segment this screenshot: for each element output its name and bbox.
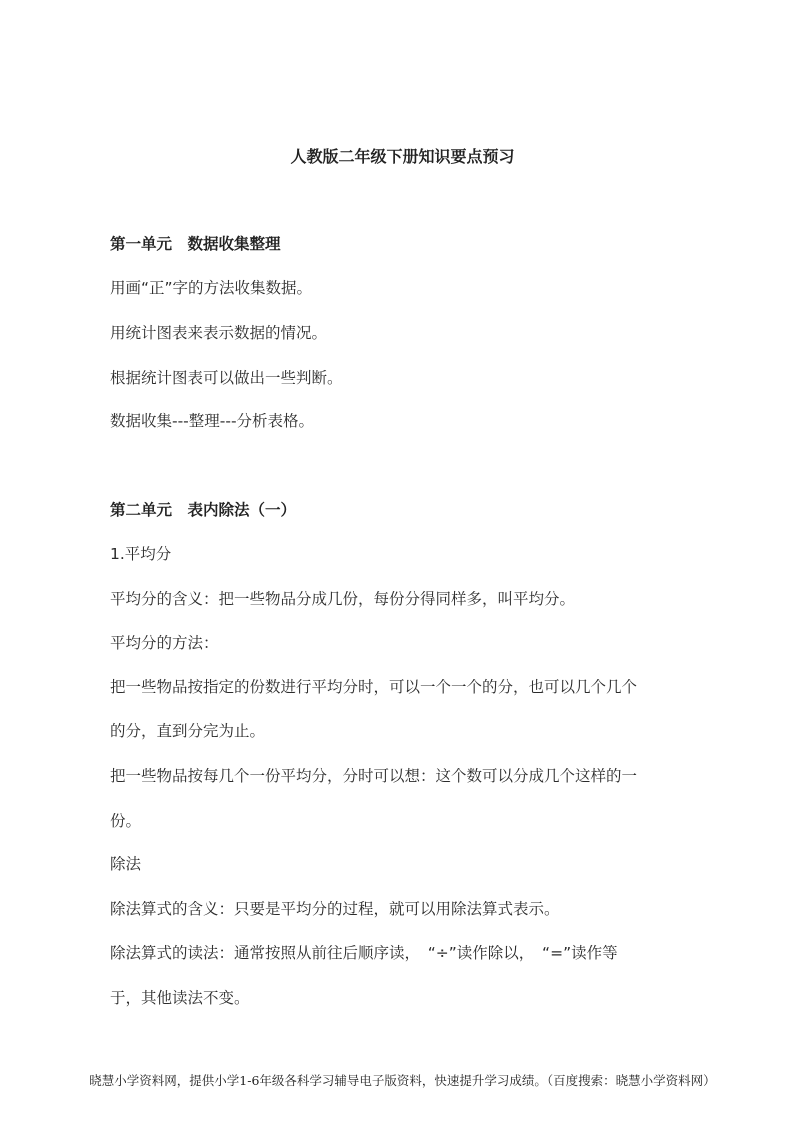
unit2-line: 把一些物品按指定的份数进行平均分时，可以一个一个的分，也可以几个几个 — [110, 678, 638, 696]
unit1-line: 用统计图表来表示数据的情况。 — [110, 324, 328, 342]
unit1-heading: 第一单元 数据收集整理 — [110, 235, 281, 253]
unit1-line: 根据统计图表可以做出一些判断。 — [110, 369, 343, 387]
unit2-line: 把一些物品按每几个一份平均分，分时可以想：这个数可以分成几个这样的一 — [110, 767, 638, 785]
page-footer: 晓慧小学资料网，提供小学1-6年级各科学习辅导电子版资料，快速提升学习成绩。（百度搜索：晓慧小学资料网） — [89, 1073, 716, 1088]
unit2-line: 平均分的含义：把一些物品分成几份，每份分得同样多，叫平均分。 — [110, 590, 576, 608]
unit2-line: 于，其他读法不变。 — [110, 989, 250, 1007]
unit2-line: 除法 — [110, 855, 142, 873]
unit1-line: 用画“正”字的方法收集数据。 — [110, 279, 313, 297]
unit2-heading: 第二单元 表内除法（一） — [110, 501, 297, 519]
document-title: 人教版二年级下册知识要点预习 — [290, 147, 515, 166]
unit2-line: 份。 — [110, 812, 142, 830]
unit2-line: 的分，直到分完为止。 — [110, 722, 266, 740]
unit1-line: 数据收集---整理---分析表格。 — [110, 412, 315, 430]
unit2-line: 平均分的方法： — [110, 634, 219, 652]
unit2-line: 1.平均分 — [110, 545, 172, 563]
unit2-line: 除法算式的读法：通常按照从前往后顺序读， “÷”读作除以， “=”读作等 — [110, 944, 618, 962]
unit2-line: 除法算式的含义：只要是平均分的过程，就可以用除法算式表示。 — [110, 900, 560, 918]
